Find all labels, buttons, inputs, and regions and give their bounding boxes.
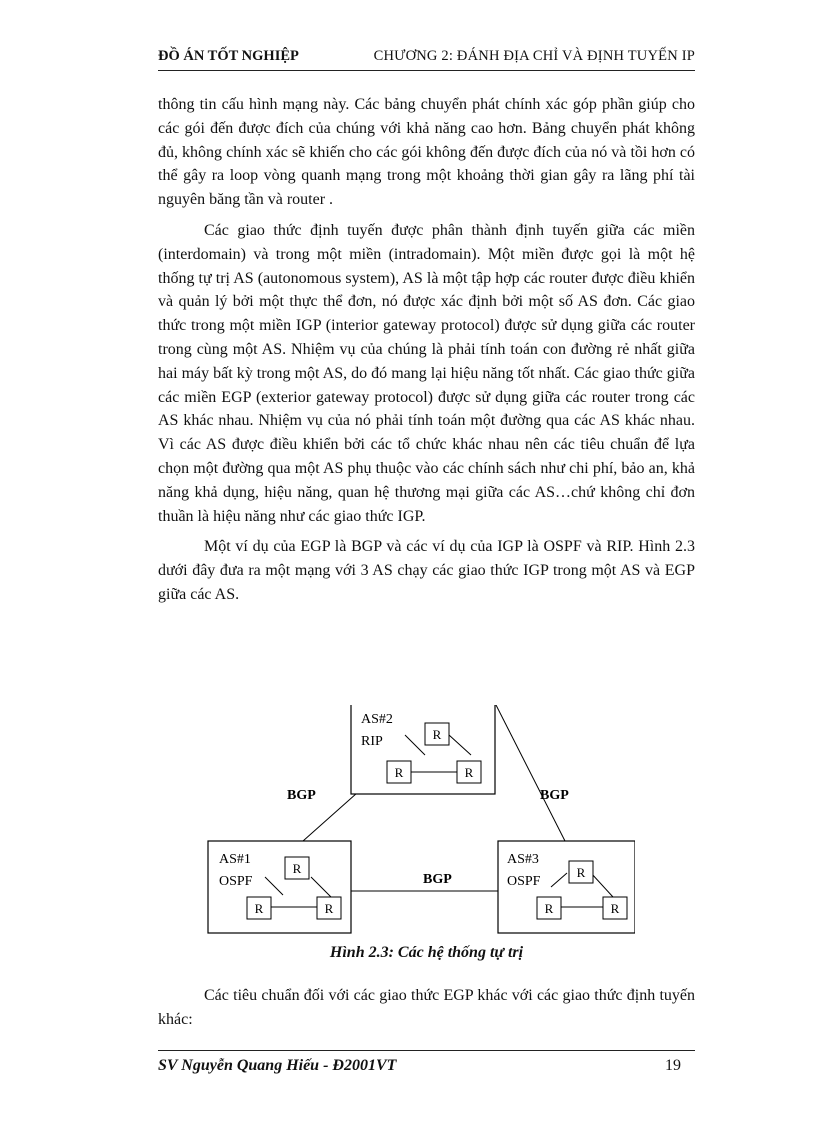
paragraph-4: Các tiêu chuẩn đối với các giao thức EGP khác với các giao thức định tuyến khác: bbox=[158, 987, 695, 1028]
header-thesis-title: ĐỒ ÁN TỐT NGHIỆP bbox=[158, 48, 299, 64]
router-label: R bbox=[610, 901, 620, 916]
paragraph-1: thông tin cấu hình mạng này. Các bảng chuyển phát chính xác góp phần giúp cho các gói đến được đích của chúng với khả năng cao hơn. Bảng chuyển phát không đủ, không chính xác sẽ khiến cho các gói không đến được đích của nó và tồi hơn có thể gây ra loop vòng quanh mạng trong một khoảng thời gian gây ra lãng phí tài nguyên băng tần và router . bbox=[158, 96, 695, 209]
router-label: R bbox=[254, 901, 264, 916]
as2-name: AS#2 bbox=[361, 712, 393, 727]
as1-name: AS#1 bbox=[219, 852, 251, 867]
router-label: R bbox=[464, 765, 474, 780]
paragraph-3: Một ví dụ của EGP là BGP và các ví dụ của IGP là OSPF và RIP. Hình 2.3 dưới đây đưa ra một mạng với 3 AS chạy các giao thức IGP trong một AS và EGP giữa các AS. bbox=[158, 538, 695, 603]
bgp-label-right: BGP bbox=[540, 788, 569, 803]
header-chapter-title: CHƯƠNG 2: ĐÁNH ĐỊA CHỈ VÀ ĐỊNH TUYẾN IP bbox=[373, 48, 695, 64]
router-label: R bbox=[292, 861, 302, 876]
as-network-diagram bbox=[205, 705, 635, 937]
bgp-label-left: BGP bbox=[287, 788, 316, 803]
page-header bbox=[158, 48, 695, 71]
page-number: 19 bbox=[665, 1057, 681, 1074]
router-label: R bbox=[432, 727, 442, 742]
router-label: R bbox=[394, 765, 404, 780]
as3-protocol: OSPF bbox=[507, 874, 541, 889]
footer-author: SV Nguyễn Quang Hiếu - Đ2001VT bbox=[158, 1057, 397, 1074]
page-body bbox=[158, 93, 695, 614]
as1-protocol: OSPF bbox=[219, 874, 253, 889]
bgp-label-bottom: BGP bbox=[423, 872, 452, 887]
router-label: R bbox=[544, 901, 554, 916]
page-footer bbox=[158, 1050, 695, 1079]
bgp-link-right bbox=[495, 705, 565, 841]
as3-name: AS#3 bbox=[507, 852, 539, 867]
as2-protocol: RIP bbox=[361, 734, 383, 749]
paragraph-2: Các giao thức định tuyến được phân thành định tuyến giữa các miền (interdomain) và trong một miền (intradomain). Một miền được gọi là một hệ thống tự trị AS (autonomous system), AS là một tập hợp các router được điều khiển và quản lý bởi một thực thể đơn, nó được xác định bởi một số AS đơn. Các giao thức trong một miền IGP (interior gateway protocol) được sử dụng giữa các router trong cùng một AS. Nhiệm vụ của chúng là phải tính toán con đường rẻ nhất giữa hai máy bất kỳ trong một AS, do đó mang lại hiệu năng tốt nhất. Các giao thức giữa các miền EGP (exterior gateway protocol) được sử dụng giữa các router trong các AS khác nhau. Nhiệm vụ của nó phải tính toán một đường qua các AS khác nhau. Vì các AS được điều khiển bởi các tổ chức khác nhau nên các tiêu chuẩn để lựa chọn một đường qua một AS phụ thuộc vào các chính sách như chi phí, bảo an, khả năng khả dụng, hiệu năng, quan hệ thương mại giữa các AS…chứ không chỉ đơn thuần là hiệu năng như các giao thức IGP. bbox=[158, 221, 695, 525]
figure-caption: Hình 2.3: Các hệ thống tự trị bbox=[329, 944, 524, 961]
router-label: R bbox=[576, 865, 586, 880]
closing-paragraph-wrap bbox=[158, 984, 695, 1039]
router-label: R bbox=[324, 901, 334, 916]
